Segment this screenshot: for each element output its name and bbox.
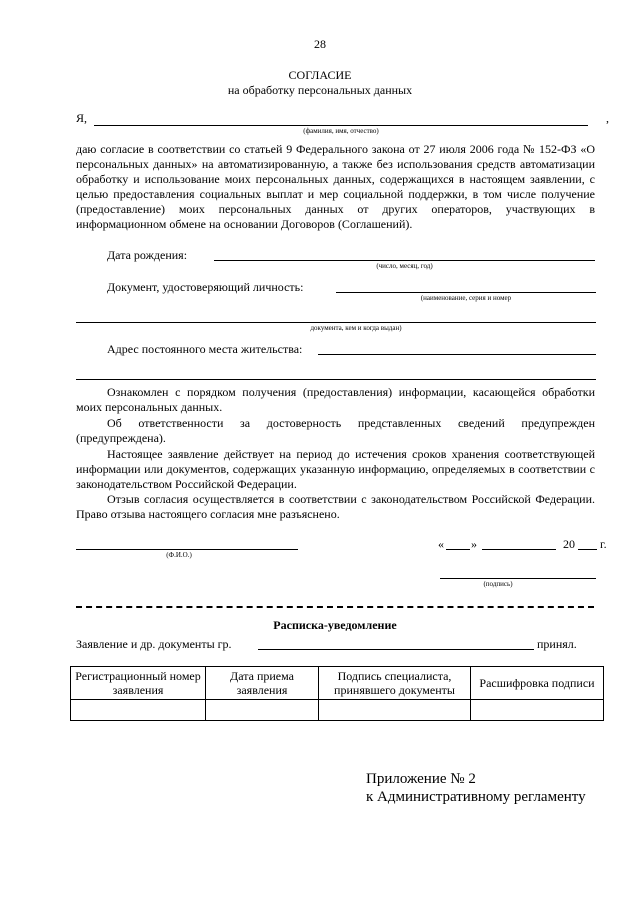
cut-line-separator — [76, 606, 594, 608]
date-year-suffix: г. — [600, 537, 607, 551]
document-title: СОГЛАСИЕ — [288, 68, 352, 82]
appendix-line-2: к Административному регламенту — [366, 789, 586, 805]
date-year-field[interactable] — [578, 549, 597, 550]
declarant-name-hint: (фамилия, имя, отчество) — [303, 127, 379, 135]
birth-date-label: Дата рождения: — [107, 248, 188, 262]
registration-table — [70, 666, 604, 721]
statement-paragraph: Отзыв согласия осуществляется в соответствии с законодательством Российской Федерации. Право отзыва настоящего согласия мне разъяснено. — [76, 492, 595, 521]
identity-document-label: Документ, удостоверяющий личность: — [107, 280, 304, 294]
date-year-prefix: 20 — [563, 537, 575, 551]
table-row — [71, 700, 604, 721]
table-cell[interactable] — [206, 700, 319, 721]
receipt-statement-prefix: Заявление и др. документы гр. — [76, 637, 232, 651]
page-number: 28 — [314, 37, 326, 51]
receipt-title: Расписка-уведомление — [273, 618, 397, 632]
receipt-statement-suffix: принял. — [537, 637, 577, 651]
statement-paragraph: Настоящее заявление действует на период до истечения сроков хранения соответствующей информации или документов, содержащих указанную информацию, определяемых в соответствии с законодательством Российской Федерации. — [76, 447, 595, 491]
table-cell[interactable] — [71, 700, 206, 721]
fio-hint: (Ф.И.О.) — [166, 551, 192, 559]
identity-document-field-2[interactable] — [76, 322, 596, 323]
table-header-row — [71, 667, 604, 700]
declarant-name-field[interactable] — [94, 125, 588, 126]
signature-hint: (подпись) — [483, 580, 513, 588]
table-header-cell: Расшифровка подписи — [471, 667, 604, 700]
fio-field[interactable] — [76, 549, 298, 550]
signature-field[interactable] — [440, 578, 596, 579]
table-cell[interactable] — [319, 700, 471, 721]
appendix-heading — [366, 770, 586, 806]
consent-text: даю согласие в соответствии со статьей 9 Федерального закона от 27 июля 2006 года № 152-ФЗ «О персональных данных» на автоматизированную, а также без использования средств автоматизации обработку и использование моих персональных данных, содержащихся в настоящем заявлении, с целью предоставления социальных выплат и мер социальной поддержки, в том числе получение (предоставление) моих персональных данных от других операторов, участвующих в информационном обмене на основании Договоров (Соглашений). — [76, 142, 595, 231]
identity-document-field[interactable] — [336, 292, 596, 293]
statement-paragraph: Ознакомлен с порядком получения (предоставления) информации, касающейся обработки моих персональных данных. — [76, 385, 595, 414]
birth-date-hint: (число, месяц, год) — [376, 262, 433, 270]
birth-date-field[interactable] — [214, 260, 595, 261]
table-header-cell: Подпись специалиста, принявшего документы — [319, 667, 471, 700]
appendix-line-1: Приложение № 2 — [366, 771, 476, 787]
identity-document-hint-2: документа, кем и когда выдан) — [310, 324, 402, 332]
declarant-prefix: Я, — [76, 111, 88, 125]
identity-document-hint: (наименование, серия и номер — [420, 294, 512, 302]
address-field-2[interactable] — [76, 379, 596, 380]
document-subtitle: на обработку персональных данных — [227, 83, 413, 97]
date-month-field[interactable] — [482, 549, 556, 550]
receipt-applicant-name-field[interactable] — [258, 649, 534, 650]
date-close-quote: » — [471, 537, 477, 551]
table-cell[interactable] — [471, 700, 604, 721]
date-open-quote: « — [438, 537, 444, 551]
table-header-cell: Регистрационный номер заявления — [71, 667, 206, 700]
address-label: Адрес постоянного места жительства: — [107, 342, 303, 356]
declarant-end-comma: , — [606, 111, 609, 125]
statement-paragraph: Об ответственности за достоверность представленных сведений предупрежден (предупреждена). — [76, 416, 595, 445]
address-field[interactable] — [318, 354, 596, 355]
date-day-field[interactable] — [446, 549, 470, 550]
table-header-cell: Дата приема заявления — [206, 667, 319, 700]
